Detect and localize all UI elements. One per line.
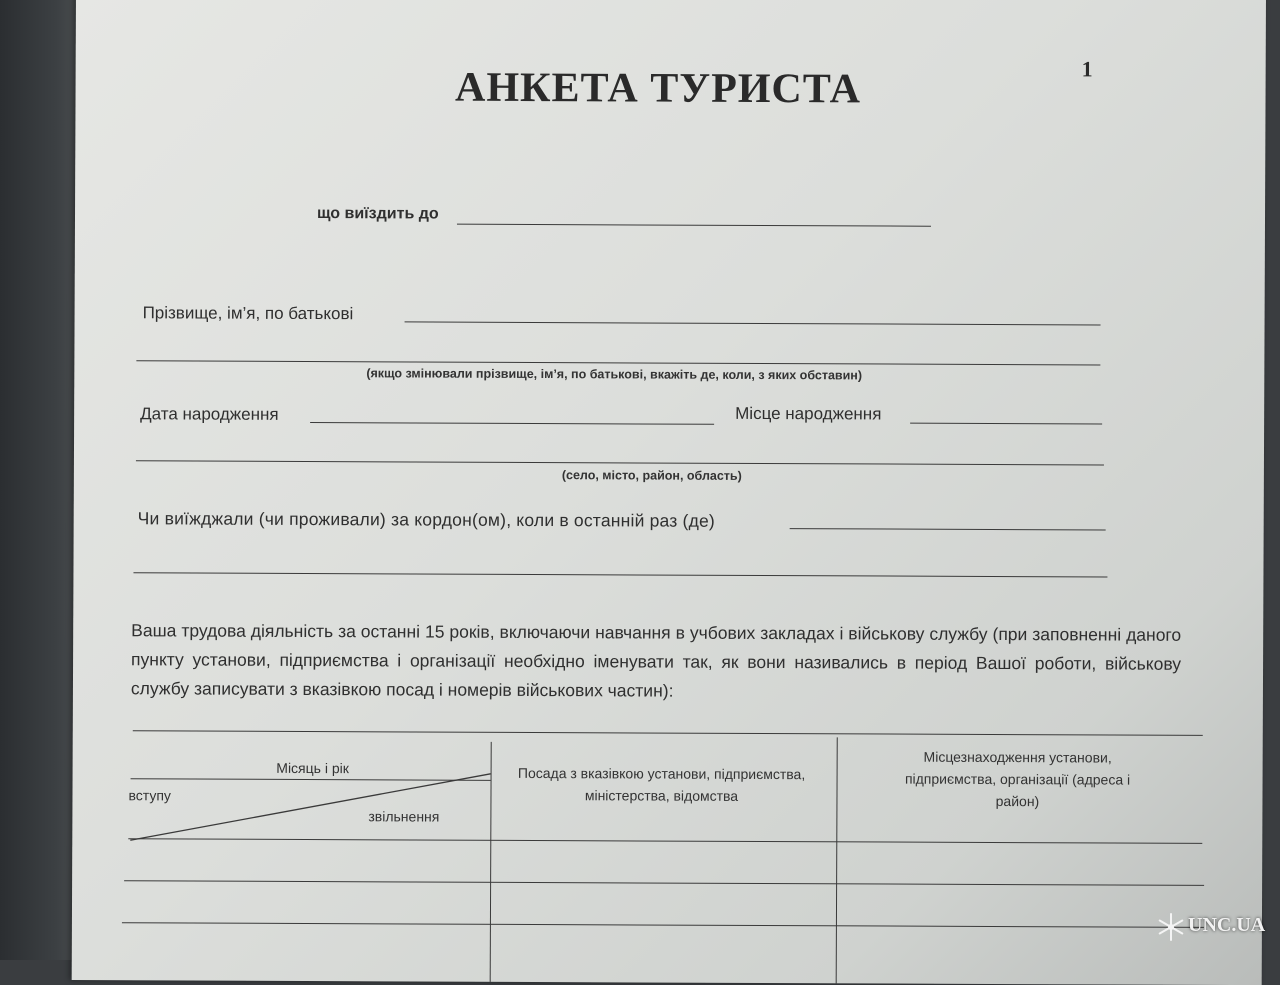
col3-header: Місцезнаходження установи, підприємства, організації (адреса і район) xyxy=(904,748,1131,810)
col1-exit-label: звільнення xyxy=(368,808,440,825)
fullname-hint: (якщо змінювали прізвище, ім’я, по батькові, вкажіть де, коли, з яких обставин) xyxy=(366,366,863,383)
form-sheet xyxy=(72,0,1266,985)
abroad-field[interactable] xyxy=(790,528,1106,530)
col1-header: Місяць і рік xyxy=(276,759,349,777)
birthdate-label: Дата народження xyxy=(140,404,279,424)
fullname-field-line2[interactable] xyxy=(136,360,1100,365)
table-row[interactable] xyxy=(122,922,1204,928)
destination-field[interactable] xyxy=(457,224,931,227)
table-top-line xyxy=(133,730,1203,736)
watermark-text: UNC.UA xyxy=(1188,914,1266,936)
destination-label: що виїздить до xyxy=(316,205,439,223)
birthplace-field[interactable] xyxy=(910,423,1102,425)
fullname-field[interactable] xyxy=(405,321,1101,325)
table-row[interactable] xyxy=(124,880,1204,886)
site-watermark xyxy=(1156,910,1268,946)
birthplace-hint: (село, місто, район, область) xyxy=(561,468,742,483)
work-history-paragraph: Ваша трудова діяльність за останні 15 років, включаючи навчання в учбових закладах і військову службу (при заповненні даного пункту установи, підприємства і організації необхідно іменувати так, як вони називались в період Вашої роботи, військову службу записувати з вказівкою посад і номерів військових частин): xyxy=(130,620,1182,701)
desk-background xyxy=(0,0,80,960)
birthplace-label: Місце народження xyxy=(735,403,882,424)
col1-entry-label: вступу xyxy=(128,787,171,804)
birthplace-field-line2[interactable] xyxy=(136,460,1104,465)
abroad-label: Чи виїжджали (чи проживали) за кордон(ом), коли в останній раз (де) xyxy=(137,508,716,531)
fullname-label: Прізвище, ім’я, по батькові xyxy=(142,303,354,324)
abroad-field-line2[interactable] xyxy=(133,572,1107,577)
birthdate-field[interactable] xyxy=(310,422,714,425)
col2-header: Посада з вказівкою установи, підприємства, міністерства, відомства xyxy=(517,764,806,804)
page-number: 1 xyxy=(1081,56,1093,82)
snowflake-icon xyxy=(1156,912,1186,942)
form-title: АНКЕТА ТУРИСТА xyxy=(454,64,862,113)
table-divider-2 xyxy=(836,737,838,983)
